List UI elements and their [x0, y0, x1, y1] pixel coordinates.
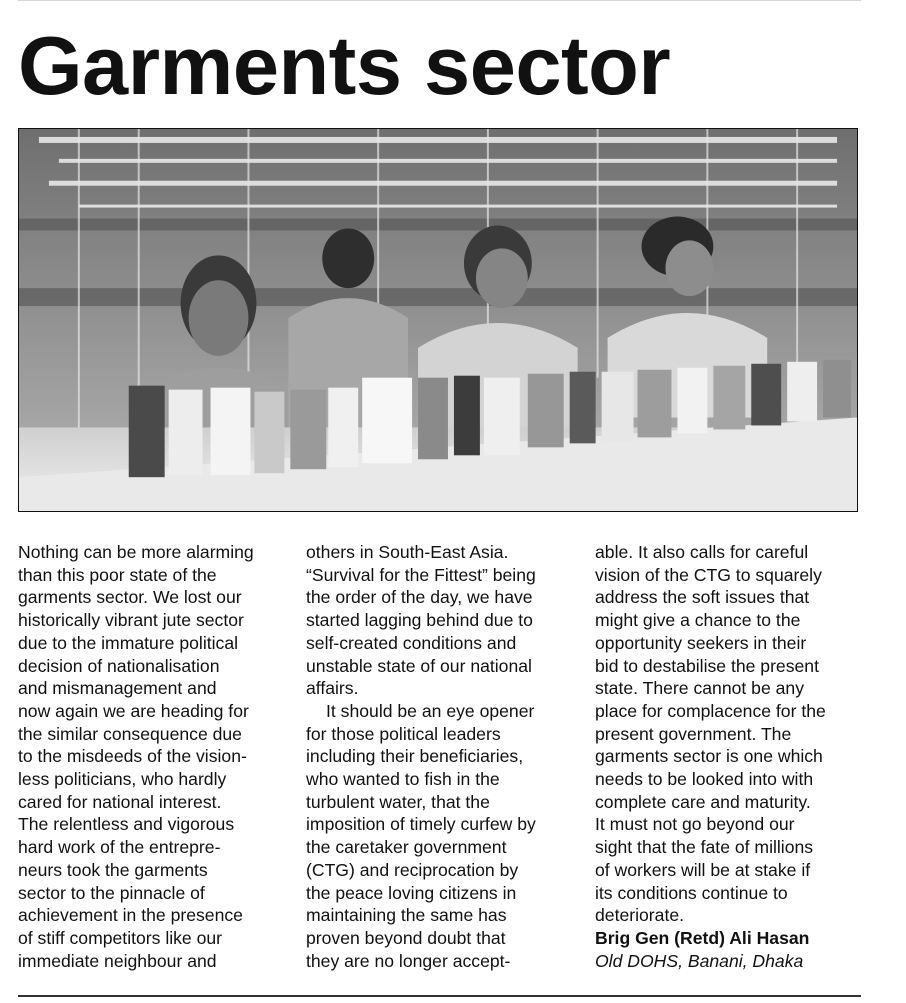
author-signature: Brig Gen (Retd) Ali Hasan — [595, 927, 810, 948]
paragraph: others in South-East Asia. “Survival for the Fittest” being the order of the day, we have started lagging behind due to self-created conditions and unstable state of our national affairs. — [306, 542, 536, 699]
text-column-1 — [18, 541, 280, 972]
paragraph: Nothing can be more alarming than this poor state of the garments sector. We lost our historically vibrant jute sector due to the immature political decision of nationalisation and mismanagement and now again we are heading for the similar consequence due to the misdeeds of the vision- less politicians, who hardly cared for national interest. The relentless and vigorous hard work of the entrepre- neurs took the garments sector to the pinnacle of achievement in the presence of stiff competitors like our immediate neighbour and — [18, 542, 254, 971]
top-rule — [18, 0, 861, 1]
paragraph: able. It also calls for careful vision of the CTG to squarely address the soft issues that might give a chance to the opportunity seekers in their bid to destabilise the present state. There cannot be any place for complacence for the present government. The garments sector is one which needs to be looked into with complete care and maturity. It must not go beyond our sight that the fate of millions of workers will be at stake if its conditions continue to deteriorate. — [595, 542, 826, 926]
text-column-2 — [306, 541, 568, 972]
author-location: Old DOHS, Banani, Dhaka — [595, 950, 804, 971]
article-headline: Garments sector — [18, 19, 671, 112]
bottom-rule — [18, 995, 861, 997]
factory-photo-illustration — [19, 129, 857, 511]
text-column-3 — [595, 541, 857, 972]
article-photo — [18, 128, 858, 512]
paragraph: It should be an eye opener for those political leaders including their beneficiaries, who wanted to fish in the turbulent water, that the imposition of timely curfew by the caretaker government (CTG) and reciprocation by the peace loving citizens in maintaining the same has proven beyond doubt that they are no longer accept- — [306, 700, 536, 971]
